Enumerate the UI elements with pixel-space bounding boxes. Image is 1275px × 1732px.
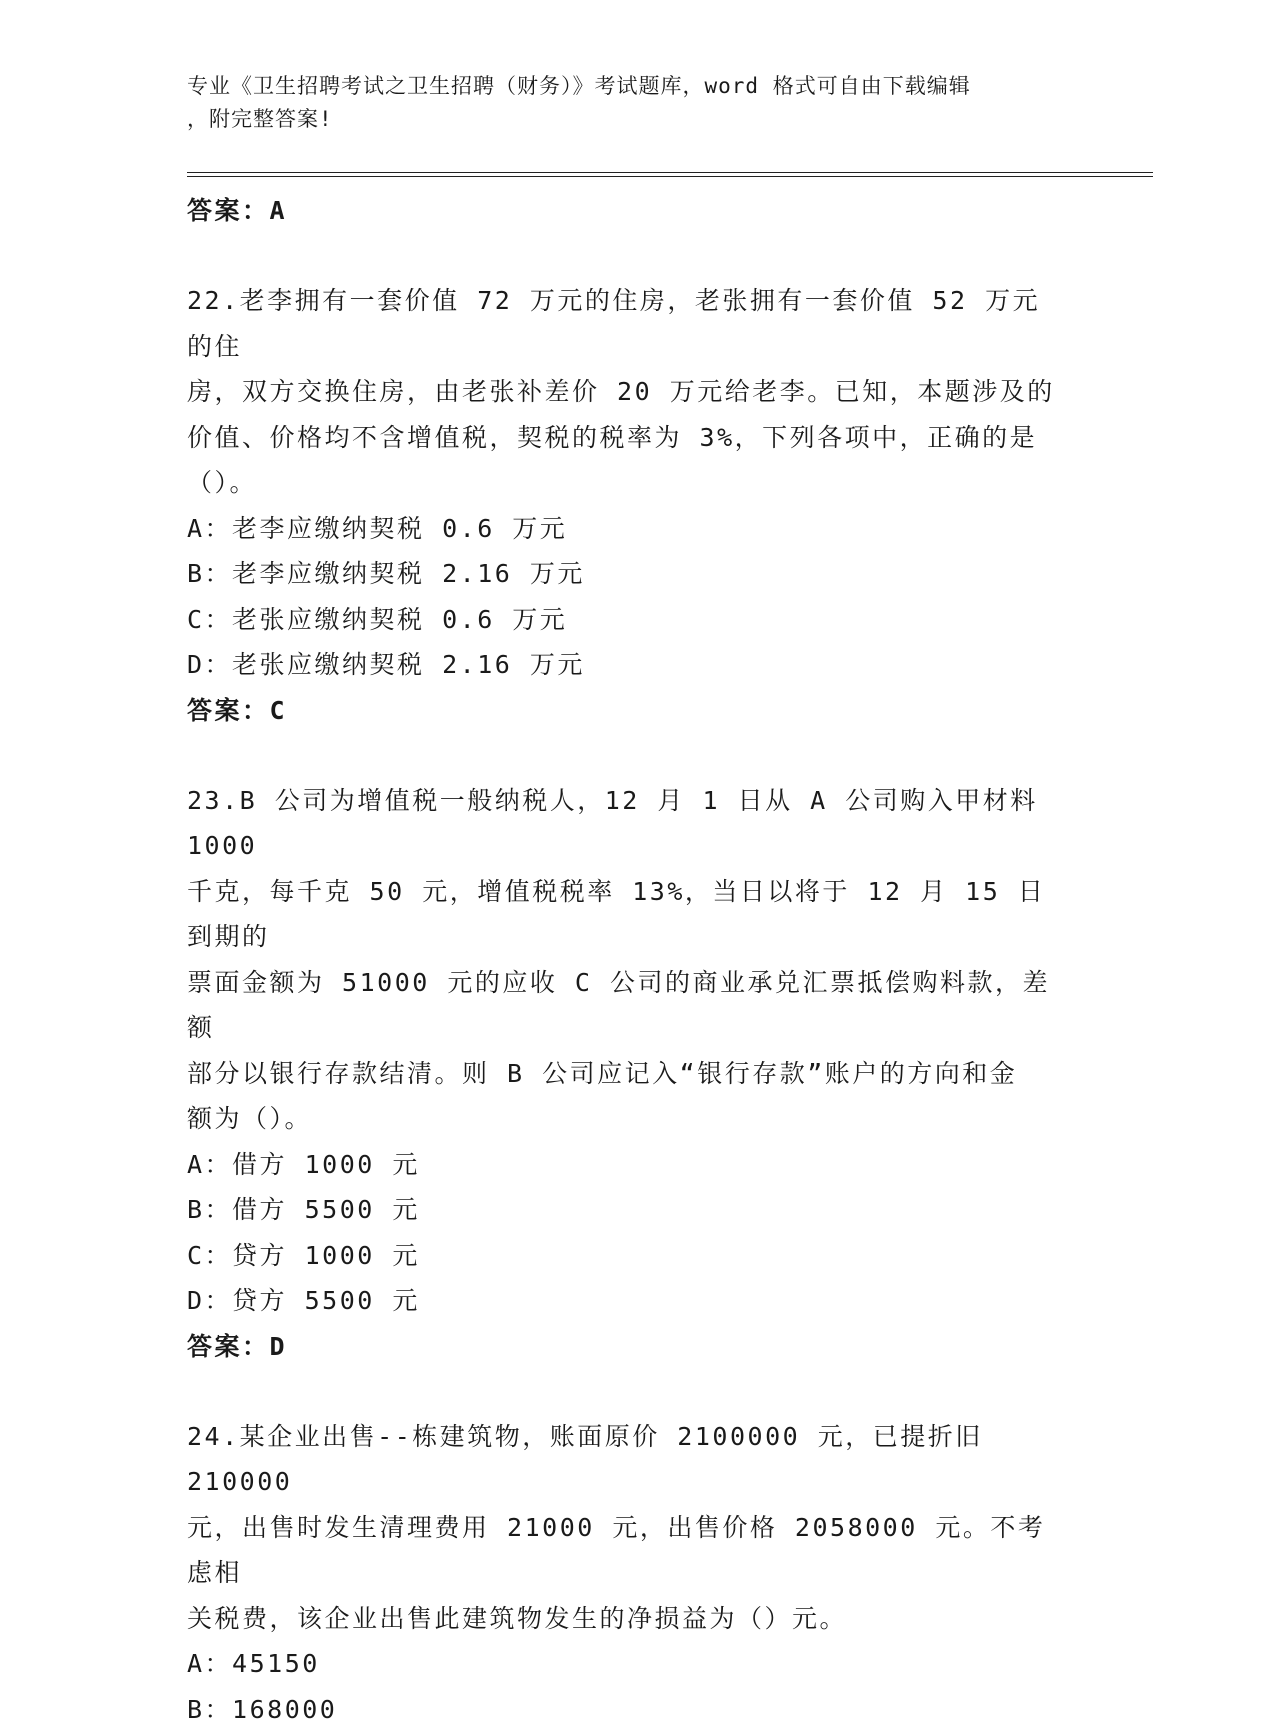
block-gap bbox=[187, 1370, 1067, 1414]
answer-21: 答案：A bbox=[187, 188, 1067, 234]
question-22-line-1: 22.老李拥有一套价值 72 万元的住房，老张拥有一套价值 52 万元的住 bbox=[187, 278, 1067, 369]
question-24-option-b: B：168000 bbox=[187, 1687, 1067, 1732]
header-rule-bottom bbox=[187, 176, 1153, 177]
question-22-option-b: B：老李应缴纳契税 2.16 万元 bbox=[187, 551, 1067, 597]
question-23-line-3: 票面金额为 51000 元的应收 C 公司的商业承兑汇票抵偿购料款，差额 bbox=[187, 960, 1067, 1051]
answer-23: 答案：D bbox=[187, 1324, 1067, 1370]
header-line-2: ，附完整答案! bbox=[187, 103, 1067, 136]
question-22-line-3: 价值、价格均不含增值税，契税的税率为 3%，下列各项中，正确的是 bbox=[187, 415, 1067, 461]
question-22-option-a: A：老李应缴纳契税 0.6 万元 bbox=[187, 506, 1067, 552]
header-line-1: 专业《卫生招聘考试之卫生招聘（财务）》考试题库，word 格式可自由下载编辑 bbox=[187, 70, 1067, 103]
question-22-line-4: （）。 bbox=[187, 460, 1067, 506]
answer-22: 答案：C bbox=[187, 688, 1067, 734]
question-23-option-c: C：贷方 1000 元 bbox=[187, 1233, 1067, 1279]
question-23-option-a: A：借方 1000 元 bbox=[187, 1142, 1067, 1188]
question-24-line-1: 24.某企业出售--栋建筑物，账面原价 2100000 元，已提折旧 210000 bbox=[187, 1414, 1067, 1505]
question-23-line-1: 23.B 公司为增值税一般纳税人，12 月 1 日从 A 公司购入甲材料 1000 bbox=[187, 778, 1067, 869]
question-24-line-3: 关税费，该企业出售此建筑物发生的净损益为（）元。 bbox=[187, 1596, 1067, 1642]
question-23-line-5: 额为（）。 bbox=[187, 1096, 1067, 1142]
document-header bbox=[187, 70, 1067, 136]
question-24-line-2: 元，出售时发生清理费用 21000 元，出售价格 2058000 元。不考虑相 bbox=[187, 1505, 1067, 1596]
header-rule-top bbox=[187, 172, 1153, 173]
question-22-line-2: 房，双方交换住房，由老张补差价 20 万元给老李。已知，本题涉及的 bbox=[187, 369, 1067, 415]
block-gap bbox=[187, 734, 1067, 778]
block-gap bbox=[187, 234, 1067, 278]
question-23-option-b: B：借方 5500 元 bbox=[187, 1187, 1067, 1233]
question-23-line-4: 部分以银行存款结清。则 B 公司应记入“银行存款”账户的方向和金 bbox=[187, 1051, 1067, 1097]
question-content bbox=[187, 188, 1067, 1732]
question-22-option-c: C：老张应缴纳契税 0.6 万元 bbox=[187, 597, 1067, 643]
question-24 bbox=[187, 1414, 1067, 1732]
question-22-option-d: D：老张应缴纳契税 2.16 万元 bbox=[187, 642, 1067, 688]
question-23-line-2: 千克，每千克 50 元，增值税税率 13%，当日以将于 12 月 15 日到期的 bbox=[187, 869, 1067, 960]
question-23-option-d: D：贷方 5500 元 bbox=[187, 1278, 1067, 1324]
question-23 bbox=[187, 778, 1067, 1370]
question-24-option-a: A：45150 bbox=[187, 1641, 1067, 1687]
question-22 bbox=[187, 278, 1067, 734]
